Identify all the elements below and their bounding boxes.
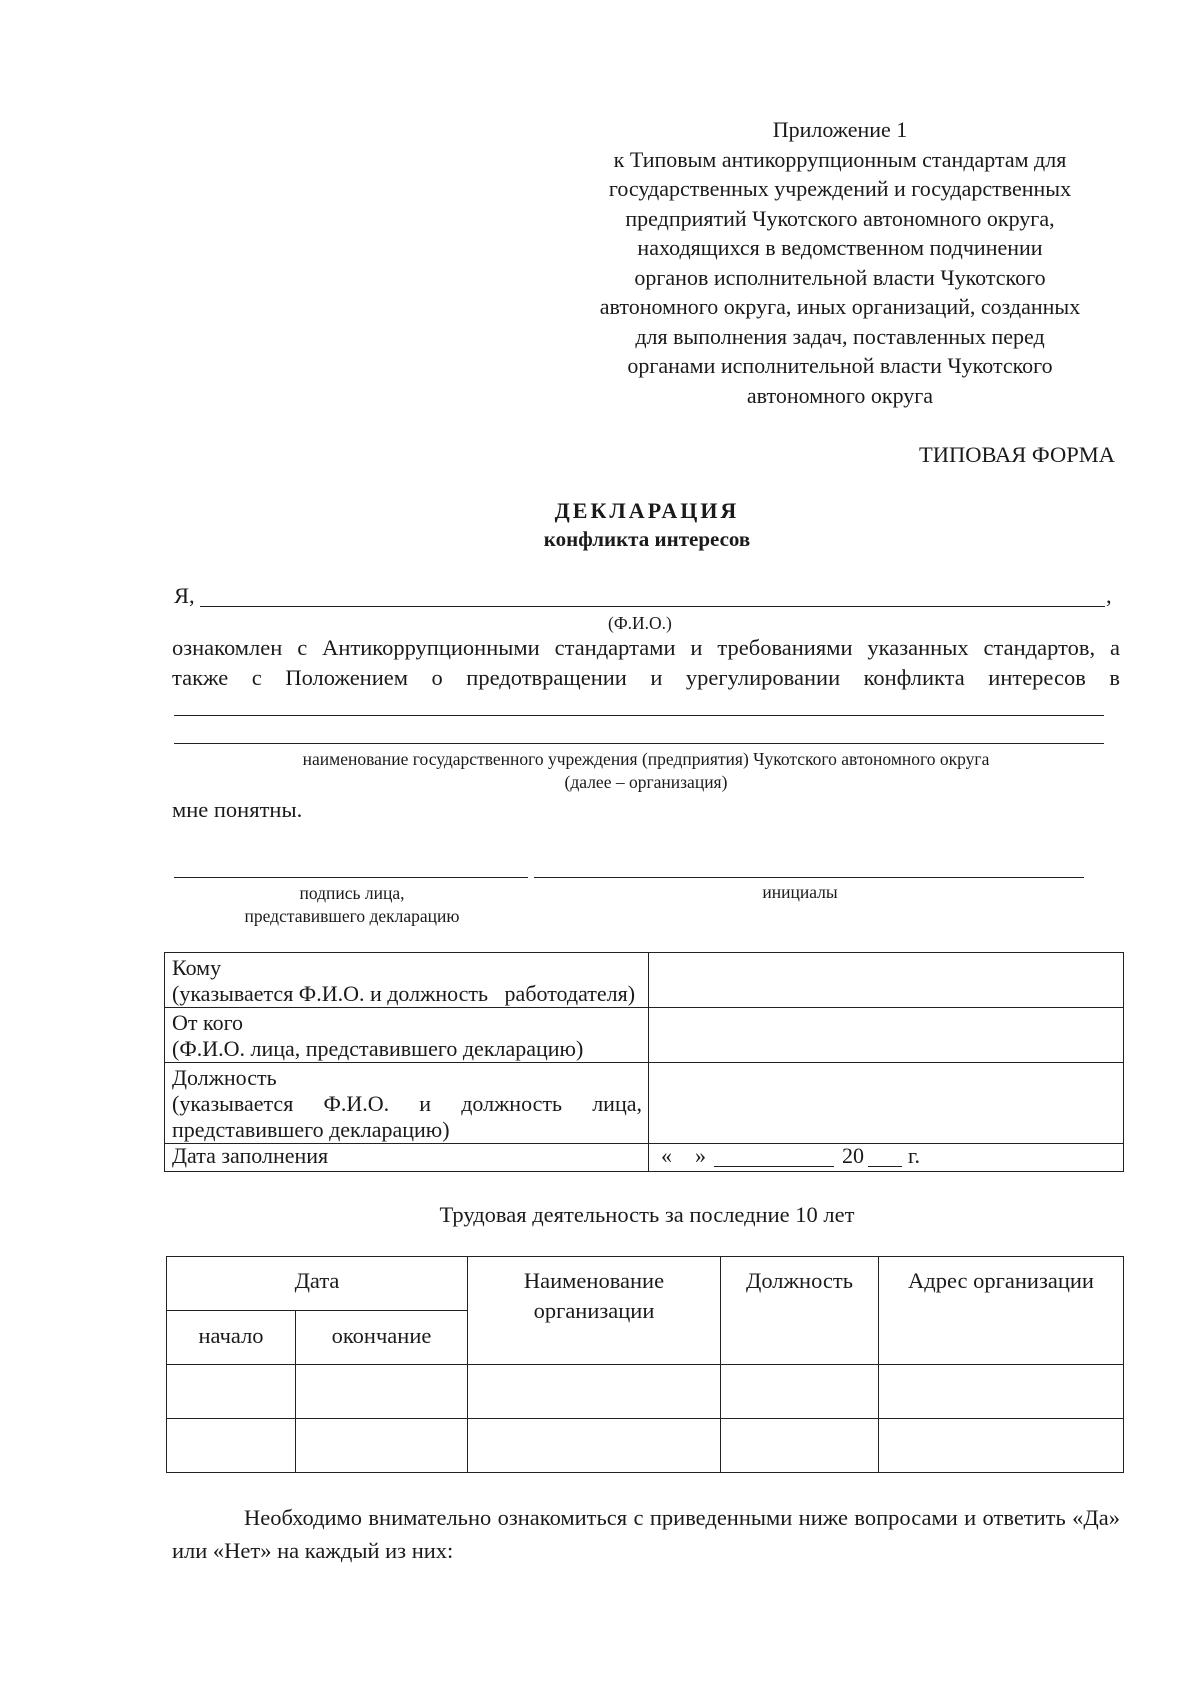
from-note: (Ф.И.О. лица, представившего декларацию)	[172, 1036, 584, 1061]
appendix-line: находящихся в ведомственном подчинении	[637, 235, 1043, 260]
instructions-text: Необходимо внимательно ознакомиться с приведенными ниже вопросами и ответить «Да» или «Нет» на каждый из них:	[172, 1505, 1120, 1563]
date-year-line[interactable]	[868, 1166, 902, 1167]
table-row	[167, 1419, 1124, 1473]
initials-caption: инициалы	[762, 882, 838, 902]
signature-caption-line: представившего декларацию	[244, 906, 460, 926]
table-cell[interactable]	[468, 1419, 721, 1473]
date-value-cell[interactable]	[649, 1144, 1124, 1172]
statement-paragraph	[172, 633, 1120, 693]
table-row	[165, 953, 1124, 1008]
signature-caption	[172, 882, 532, 928]
table-row	[167, 1365, 1124, 1419]
to-note: (указывается Ф.И.О. и должность работодателя)	[172, 981, 636, 1006]
start-header: начало	[167, 1311, 296, 1365]
to-label-cell	[165, 953, 649, 1008]
appendix-line: органами исполнительной власти Чукотского	[627, 353, 1053, 378]
org-caption	[172, 748, 1120, 794]
document-subtitle: конфликта интересов	[543, 527, 751, 551]
initials-line[interactable]	[534, 877, 1084, 878]
org-name-header-line: Наименование	[523, 1268, 665, 1293]
to-label: Кому	[172, 955, 222, 980]
date-year-prefix: 20	[842, 1143, 864, 1168]
org-caption-line: (далее – организация)	[564, 772, 728, 792]
date-year-suffix: г.	[908, 1143, 921, 1168]
position-value-cell[interactable]	[649, 1063, 1124, 1144]
table-cell[interactable]	[879, 1419, 1124, 1473]
date-month-line[interactable]	[714, 1166, 834, 1167]
info-table	[164, 952, 1124, 1172]
date-label-cell	[165, 1144, 649, 1172]
appendix-line: государственных учреждений и государственных	[608, 176, 1072, 201]
table-cell[interactable]	[721, 1419, 879, 1473]
fio-input-line[interactable]	[200, 606, 1105, 607]
appendix-line: автономного округа, иных организаций, созданных	[599, 294, 1081, 319]
from-label-cell	[165, 1008, 649, 1063]
appendix-line: для выполнения задач, поставленных перед	[635, 323, 1045, 349]
table-row	[165, 1063, 1124, 1144]
position-label-cell	[165, 1063, 649, 1144]
appendix-line: предприятий Чукотского автономного округа,	[625, 205, 1055, 231]
table-row	[165, 1008, 1124, 1063]
org-caption-line: наименование государственного учреждения (предприятия) Чукотского автономного округа	[302, 749, 990, 769]
date-close-quote: »	[695, 1143, 706, 1168]
table-cell[interactable]	[296, 1419, 468, 1473]
table-cell[interactable]	[296, 1365, 468, 1419]
signature-line[interactable]	[174, 877, 528, 878]
org-name-header	[468, 1257, 721, 1365]
appendix-header	[570, 115, 1110, 410]
statement-line: ознакомлен с Антикоррупционными стандартами и требованиями указанных стандартов, а	[172, 635, 1120, 660]
fio-caption: (Ф.И.О.)	[608, 613, 672, 633]
table-header-row	[167, 1257, 1124, 1311]
appendix-line: автономного округа	[746, 382, 934, 408]
work-history-table	[166, 1256, 1124, 1473]
signature-caption-line: подпись лица,	[299, 883, 405, 903]
work-history-title: Трудовая деятельность за последние 10 лет	[439, 1202, 855, 1227]
appendix-line: Приложение 1	[772, 117, 908, 142]
to-value-cell[interactable]	[649, 953, 1124, 1008]
org-name-line-1[interactable]	[174, 715, 1104, 716]
form-type-label: ТИПОВАЯ ФОРМА	[918, 442, 1115, 467]
org-name-header-line: организации	[533, 1298, 655, 1323]
table-cell[interactable]	[468, 1365, 721, 1419]
appendix-line: к Типовым антикоррупционным стандартам для	[613, 146, 1067, 172]
date-label: Дата заполнения	[172, 1143, 329, 1168]
document-title: ДЕКЛАРАЦИЯ	[554, 498, 740, 523]
ya-label: Я,	[174, 583, 195, 608]
from-value-cell[interactable]	[649, 1008, 1124, 1063]
table-cell[interactable]	[167, 1365, 296, 1419]
comma: ,	[1106, 583, 1112, 608]
org-name-line-2[interactable]	[174, 743, 1104, 744]
table-row	[165, 1144, 1124, 1172]
end-header: окончание	[296, 1311, 468, 1365]
instructions-paragraph	[172, 1501, 1120, 1567]
appendix-line: органов исполнительной власти Чукотского	[634, 264, 1046, 290]
position-header: Должность	[721, 1257, 879, 1365]
date-template	[656, 1144, 1117, 1168]
statement-line: также с Положением о предотвращении и урегулировании конфликта интересов в	[172, 665, 1120, 690]
table-cell[interactable]	[167, 1419, 296, 1473]
table-cell[interactable]	[879, 1365, 1124, 1419]
understood-text: мне понятны.	[172, 797, 303, 822]
date-open-quote: «	[661, 1143, 672, 1168]
position-note: представившего декларацию)	[172, 1117, 450, 1142]
position-note: (указывается Ф.И.О. и должность лица,	[172, 1091, 642, 1116]
date-header: Дата	[167, 1257, 468, 1311]
table-cell[interactable]	[721, 1365, 879, 1419]
from-label: От кого	[172, 1010, 244, 1035]
address-header: Адрес организации	[879, 1257, 1124, 1365]
position-label: Должность	[172, 1065, 277, 1090]
